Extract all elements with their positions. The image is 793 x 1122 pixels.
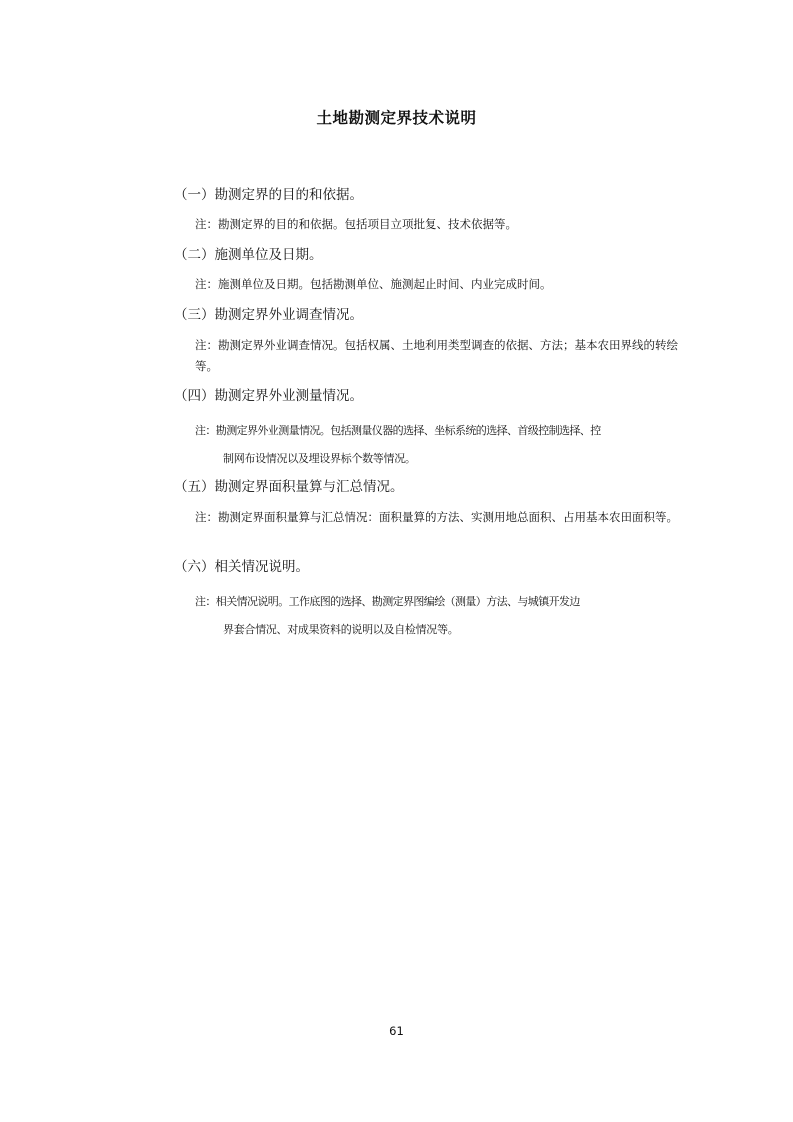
page-number: 61 (389, 1024, 404, 1038)
section-heading-2: （二）施测单位及日期。 (174, 247, 323, 263)
section-note-2: 注：施测单位及日期。包括勘测单位、施测起止时间、内业完成时间。 (195, 277, 552, 291)
section-heading-5: （五）勘测定界面积量算与汇总情况。 (174, 479, 404, 495)
section-heading-4: （四）勘测定界外业测量情况。 (174, 388, 363, 404)
section-note-3: 注：勘测定界外业调查情况。包括权属、土地利用类型调查的依据、方法；基本农田界线的转绘等。 (195, 338, 678, 373)
section-heading-1: （一）勘测定界的目的和依据。 (174, 187, 363, 203)
section-heading-6: （六）相关情况说明。 (174, 559, 309, 575)
section-heading-3: （三）勘测定界外业调查情况。 (174, 307, 363, 323)
section-note-5: 注：勘测定界面积量算与汇总情况：面积量算的方法、实测用地总面积、占用基本农田面积等。 (195, 510, 678, 524)
section-note-4-line-2: 制网布设情况以及埋设界标个数等情况。 (223, 452, 416, 465)
document-title: 土地勘测定界技术说明 (316, 109, 477, 127)
section-note-6-line-1: 注：相关情况说明。工作底图的选择、勘测定界图编绘（测量）方法、与城镇开发边 (195, 595, 580, 608)
section-note-1: 注：勘测定界的目的和依据。包括项目立项批复、技术依据等。 (195, 217, 517, 231)
section-note-6-line-2: 界套合情况、对成果资料的说明以及自检情况等。 (223, 623, 459, 636)
section-note-4-line-1: 注：勘测定界外业测量情况。包括测量仪器的选择、坐标系统的选择、首级控制选择、控 (195, 424, 601, 437)
